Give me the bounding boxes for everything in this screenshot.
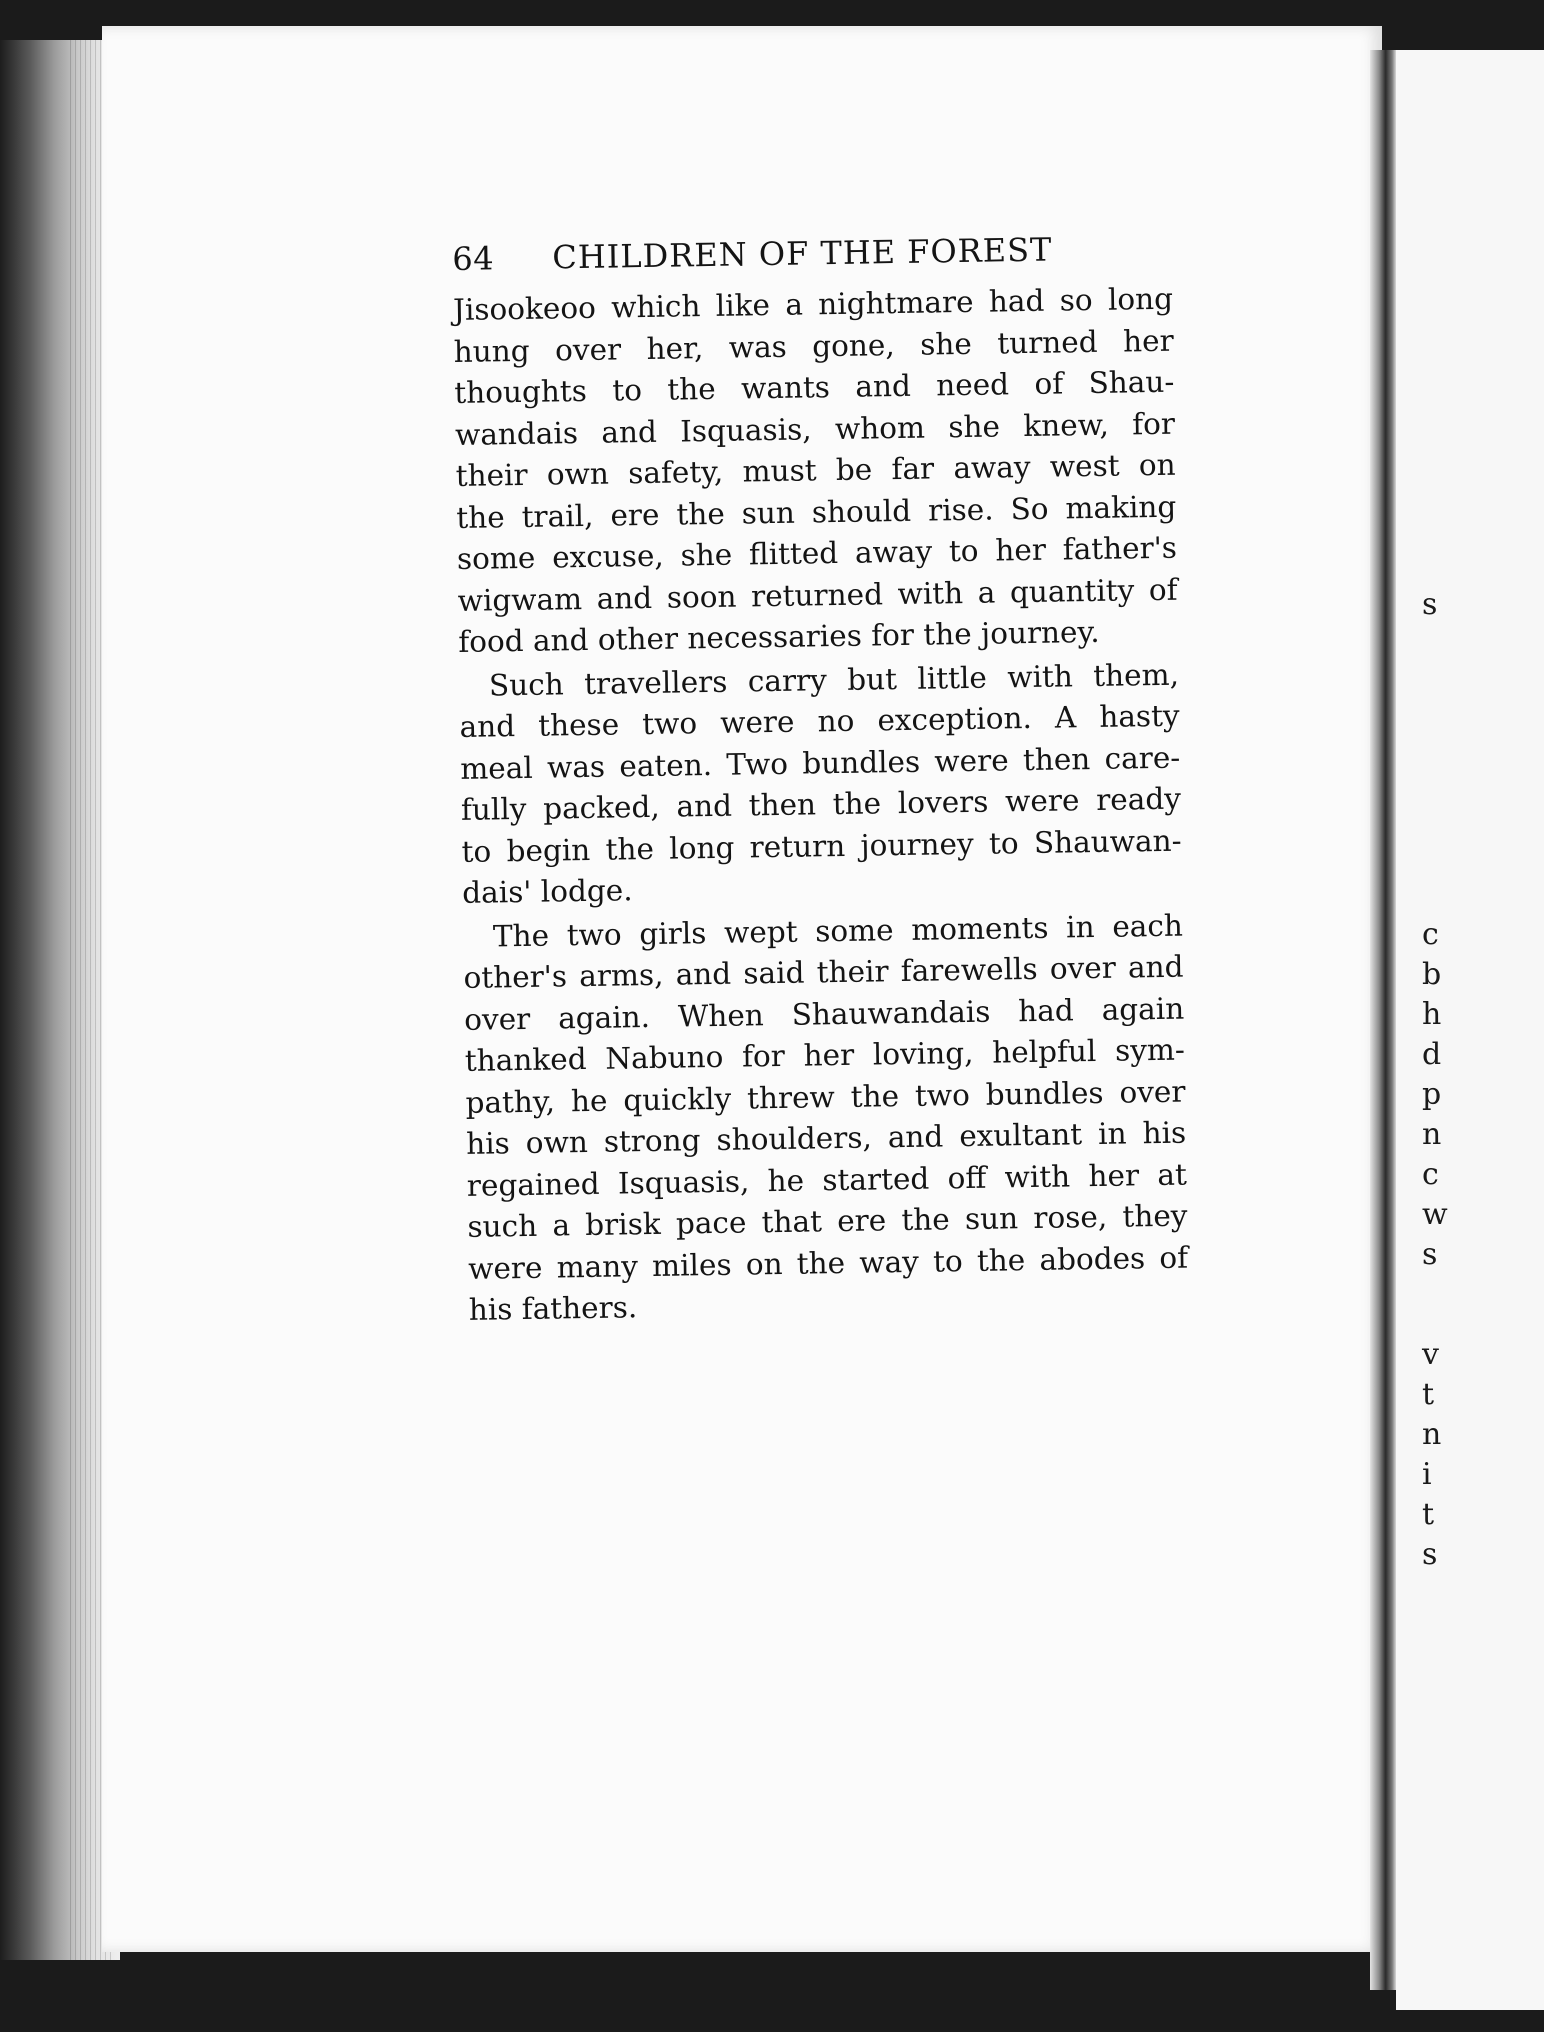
- text-line: meal was eaten. Two bundles were then care-: [460, 740, 1181, 786]
- text-line: his own strong shoulders, and exultant in his: [465, 1115, 1187, 1161]
- page-number: 64: [452, 239, 495, 278]
- page-text-block: [452, 229, 1189, 1334]
- facing-page-fragment: s: [1422, 587, 1438, 622]
- facing-page-fragment: w: [1422, 1197, 1448, 1232]
- text-line: wigwam and soon returned with a quantity of: [457, 572, 1178, 618]
- text-line: food and other necessaries for the journey.: [458, 614, 1100, 659]
- text-line: pathy, he quickly threw the two bundles over: [465, 1074, 1186, 1120]
- paragraph-2: [459, 654, 1183, 914]
- text-line: and these two were no exception. A hasty: [459, 698, 1180, 744]
- facing-page-fragment: c: [1422, 917, 1439, 952]
- text-line: dais' lodge.: [461, 873, 633, 910]
- text-line: to begin the long return journey to Shauwan-: [461, 823, 1182, 869]
- facing-page-fragment: t: [1422, 1377, 1435, 1412]
- text-line: the trail, ere the sun should rise. So making: [456, 489, 1177, 535]
- facing-page-fragment: t: [1422, 1497, 1435, 1532]
- text-line: over again. When Shauwandais had again: [463, 991, 1185, 1037]
- facing-page-fragment: b: [1422, 957, 1442, 992]
- facing-page-fragment: i: [1422, 1457, 1432, 1492]
- facing-page-fragment: s: [1422, 1237, 1438, 1272]
- text-line: other's arms, and said their farewells over and: [463, 949, 1184, 995]
- facing-page-fragment: v: [1422, 1337, 1439, 1372]
- text-line: The two girls wept some moments in each: [492, 908, 1184, 953]
- text-line: hung over her, was gone, she turned her: [453, 323, 1174, 369]
- text-line: their own safety, must be far away west on: [455, 447, 1176, 493]
- paragraph-1: [453, 279, 1179, 664]
- book-title: CHILDREN OF THE FOREST: [551, 230, 1053, 277]
- text-line: his fathers.: [468, 1290, 638, 1327]
- text-line: such a brisk pace that ere the sun rose, they: [467, 1198, 1188, 1244]
- facing-page-fragment: c: [1422, 1157, 1439, 1192]
- paragraph-3: [463, 905, 1189, 1331]
- text-line: fully packed, and then the lovers were ready: [460, 781, 1182, 827]
- text-line: thanked Nabuno for her loving, helpful sym-: [464, 1032, 1186, 1078]
- text-line: thoughts to the wants and need of Shau-: [454, 364, 1175, 410]
- text-line: were many miles on the way to the abodes of: [467, 1240, 1189, 1286]
- text-line: Jisookeoo which like a nightmare had so long: [452, 281, 1174, 327]
- facing-page-fragment: n: [1422, 1417, 1442, 1452]
- right-page-partial: [1396, 50, 1544, 2010]
- text-line: wandais and Isquasis, whom she knew, for: [454, 406, 1176, 452]
- facing-page-fragment: d: [1422, 1037, 1442, 1072]
- facing-page-fragment: h: [1422, 997, 1442, 1032]
- text-line: some excuse, she flitted away to her father's: [456, 530, 1178, 576]
- book-gutter: [1370, 50, 1396, 1990]
- facing-page-fragment: s: [1422, 1537, 1438, 1572]
- text-line: Such travellers carry but little with them,: [488, 657, 1180, 702]
- text-line: regained Isquasis, he started off with her at: [466, 1157, 1188, 1203]
- facing-page-fragment: n: [1422, 1117, 1442, 1152]
- facing-page-fragment: p: [1422, 1077, 1442, 1112]
